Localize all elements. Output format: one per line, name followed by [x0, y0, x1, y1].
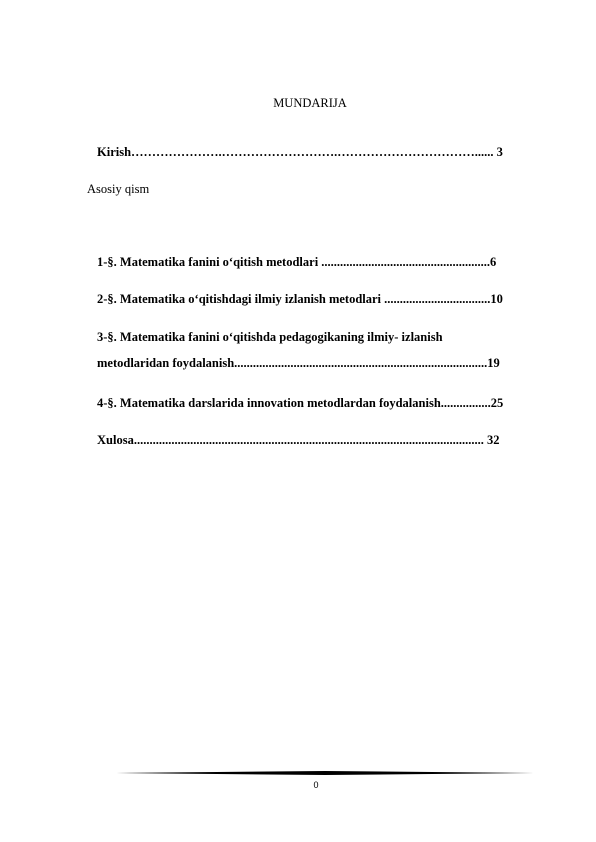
toc-entry-3-line1: 3-§. Matematika fanini o‘qitishda pedagogikaning ilmiy- izlanish	[97, 330, 443, 344]
section-heading-asosiy-qism: Asosiy qism	[87, 182, 150, 196]
page-number: 0	[313, 780, 319, 790]
toc-entry-xulosa: Xulosa................................................................................................................ 32	[97, 433, 500, 447]
page-title: MUNDARIJA	[273, 96, 347, 110]
toc-entry-kirish: Kirish………………….……………………….……………………………...... 3	[97, 145, 503, 159]
footer-divider	[116, 771, 534, 775]
toc-entry-3-line2: metodlaridan foydalanish.................................................................................19	[97, 356, 500, 370]
toc-entry-4: 4-§. Matematika darslarida innovation metodlardan foydalanish................25	[97, 396, 504, 410]
toc-entry-2: 2-§. Matematika o‘qitishdagi ilmiy izlanish metodlari ..................................10	[97, 292, 503, 306]
toc-entry-1: 1-§. Matematika fanini o‘qitish metodlari ......................................................6	[97, 255, 497, 269]
